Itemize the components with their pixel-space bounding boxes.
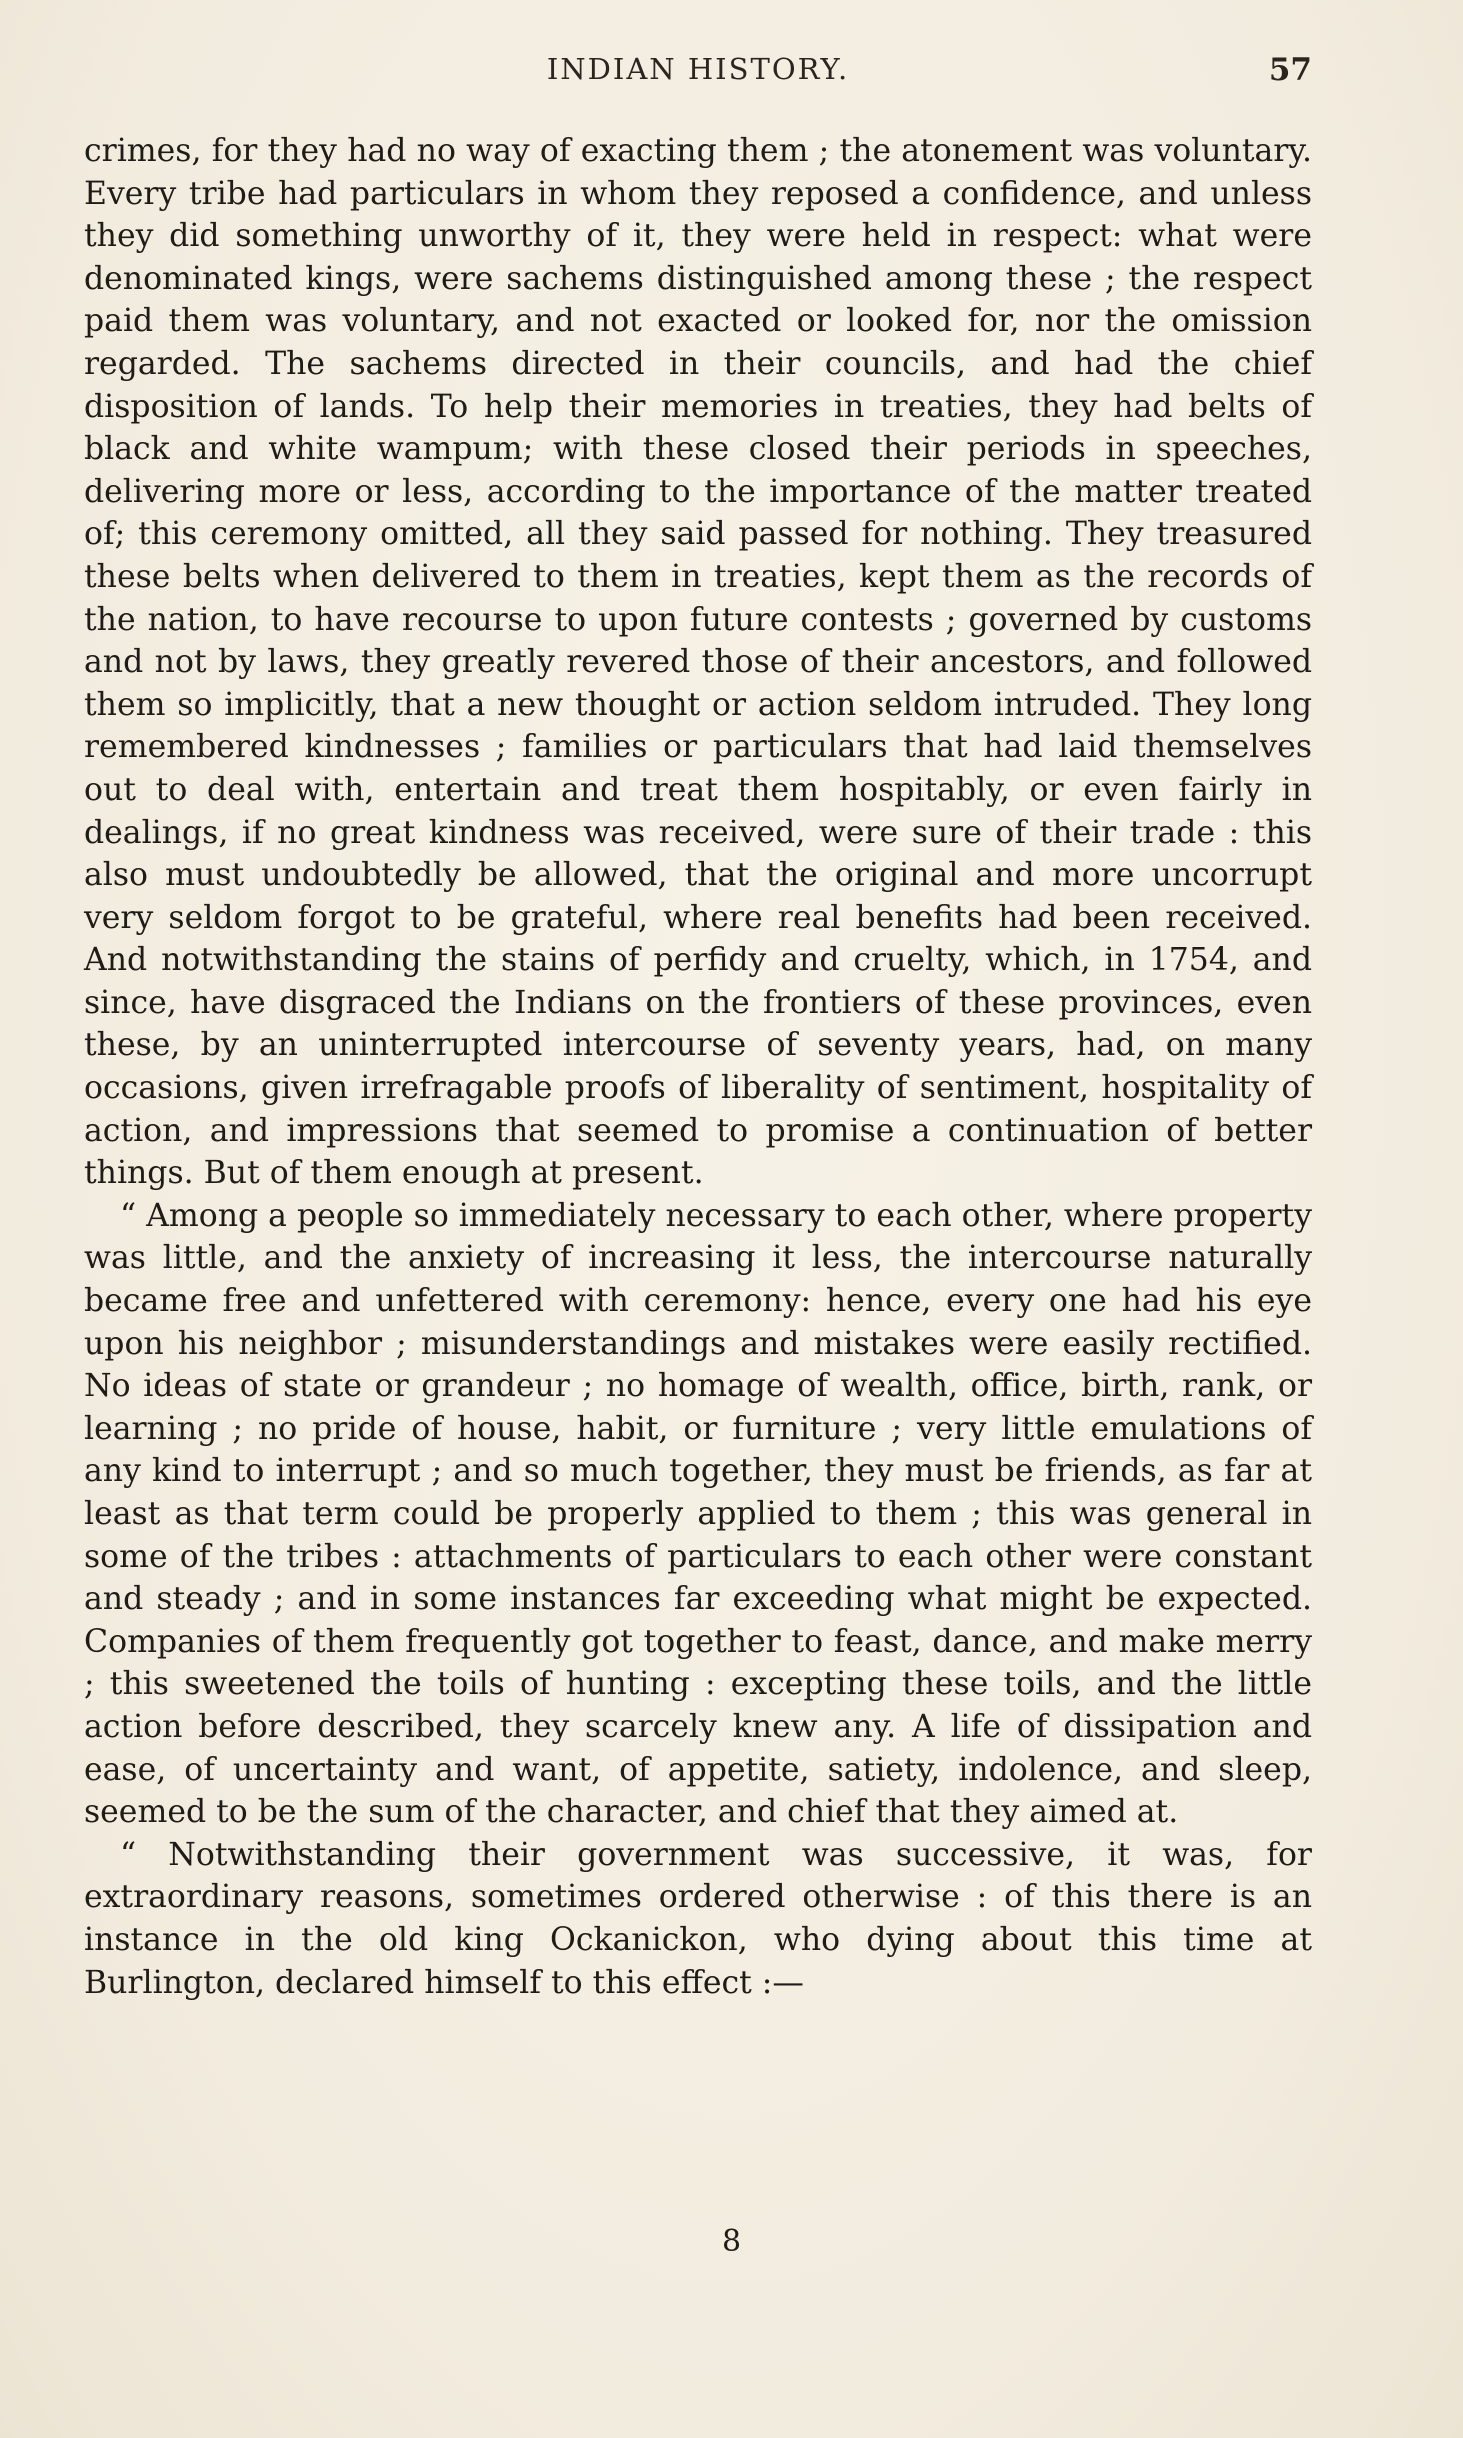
running-title: INDIAN HISTORY.	[546, 52, 850, 86]
paragraph-1: crimes, for they had no way of exacting them ; the atonement was voluntary. Every tribe had particulars in whom they reposed a confidence, and unless they did something unworthy of it, they were held in respect: what were denominated kings, were sachems distinguished among these ; the respect paid them was voluntary, and not exacted or looked for, nor the omission regarded. The sachems directed in their councils, and had the chief disposition of lands. To help their memories in treaties, they had belts of black and white wampum; with these closed their periods in speeches, delivering more or less, according to the importance of the matter treated of; this ceremony omitted, all they said passed for nothing. They treasured these belts when delivered to them in treaties, kept them as the records of the nation, to have recourse to upon future contests ; governed by customs and not by laws, they greatly revered those of their ancestors, and followed them so implicitly, that a new thought or action seldom intruded. They long remembered kindnesses ; families or particulars that had laid themselves out to deal with, entertain and treat them hospitably, or even fairly in dealings, if no great kindness was received, were sure of their trade : this also must undoubtedly be allowed, that the original and more uncorrupt very seldom forgot to be grateful, where real benefits had been received. And notwithstanding the stains of perfidy and cruelty, which, in 1754, and since, have disgraced the Indians on the frontiers of these provinces, even these, by an uninterrupted intercourse of seventy years, had, on many occasions, given irrefragable proofs of liberality of sentiment, hospitality of action, and impressions that seemed to promise a continuation of better things. But of them enough at present.	[84, 133, 1312, 1192]
page-number: 57	[1268, 52, 1312, 88]
paragraph-3: “ Notwithstanding their government was successive, it was, for extraordinary reasons, sometimes ordered otherwise : of this there is an instance in the old king Ockanickon, who dying about this time at Burlington, declared himself to this effect :—	[84, 1836, 1312, 2001]
page-header	[84, 46, 1312, 96]
signature-mark: 8	[721, 2224, 742, 2259]
paragraph-2: “ Among a people so immediately necessary to each other, where property was little, and the anxiety of increasing it less, the intercourse naturally became free and unfettered with ceremony: hence, every one had his eye upon his neighbor ; misunderstandings and mistakes were easily rectified. No ideas of state or grandeur ; no homage of wealth, office, birth, rank, or learning ; no pride of house, habit, or furniture ; very little emulations of any kind to interrupt ; and so much together, they must be friends, as far at least as that term could be properly applied to them ; this was general in some of the tribes : attachments of particulars to each other were constant and steady ; and in some instances far exceeding what might be expected. Companies of them frequently got together to feast, dance, and make merry ; this sweetened the toils of hunting : excepting these toils, and the little action before described, they scarcely knew any. A life of dissipation and ease, of uncertainty and want, of appetite, satiety, indolence, and sleep, seemed to be the sum of the character, and chief that they aimed at.	[84, 1197, 1312, 1831]
body-text	[84, 130, 1312, 2004]
